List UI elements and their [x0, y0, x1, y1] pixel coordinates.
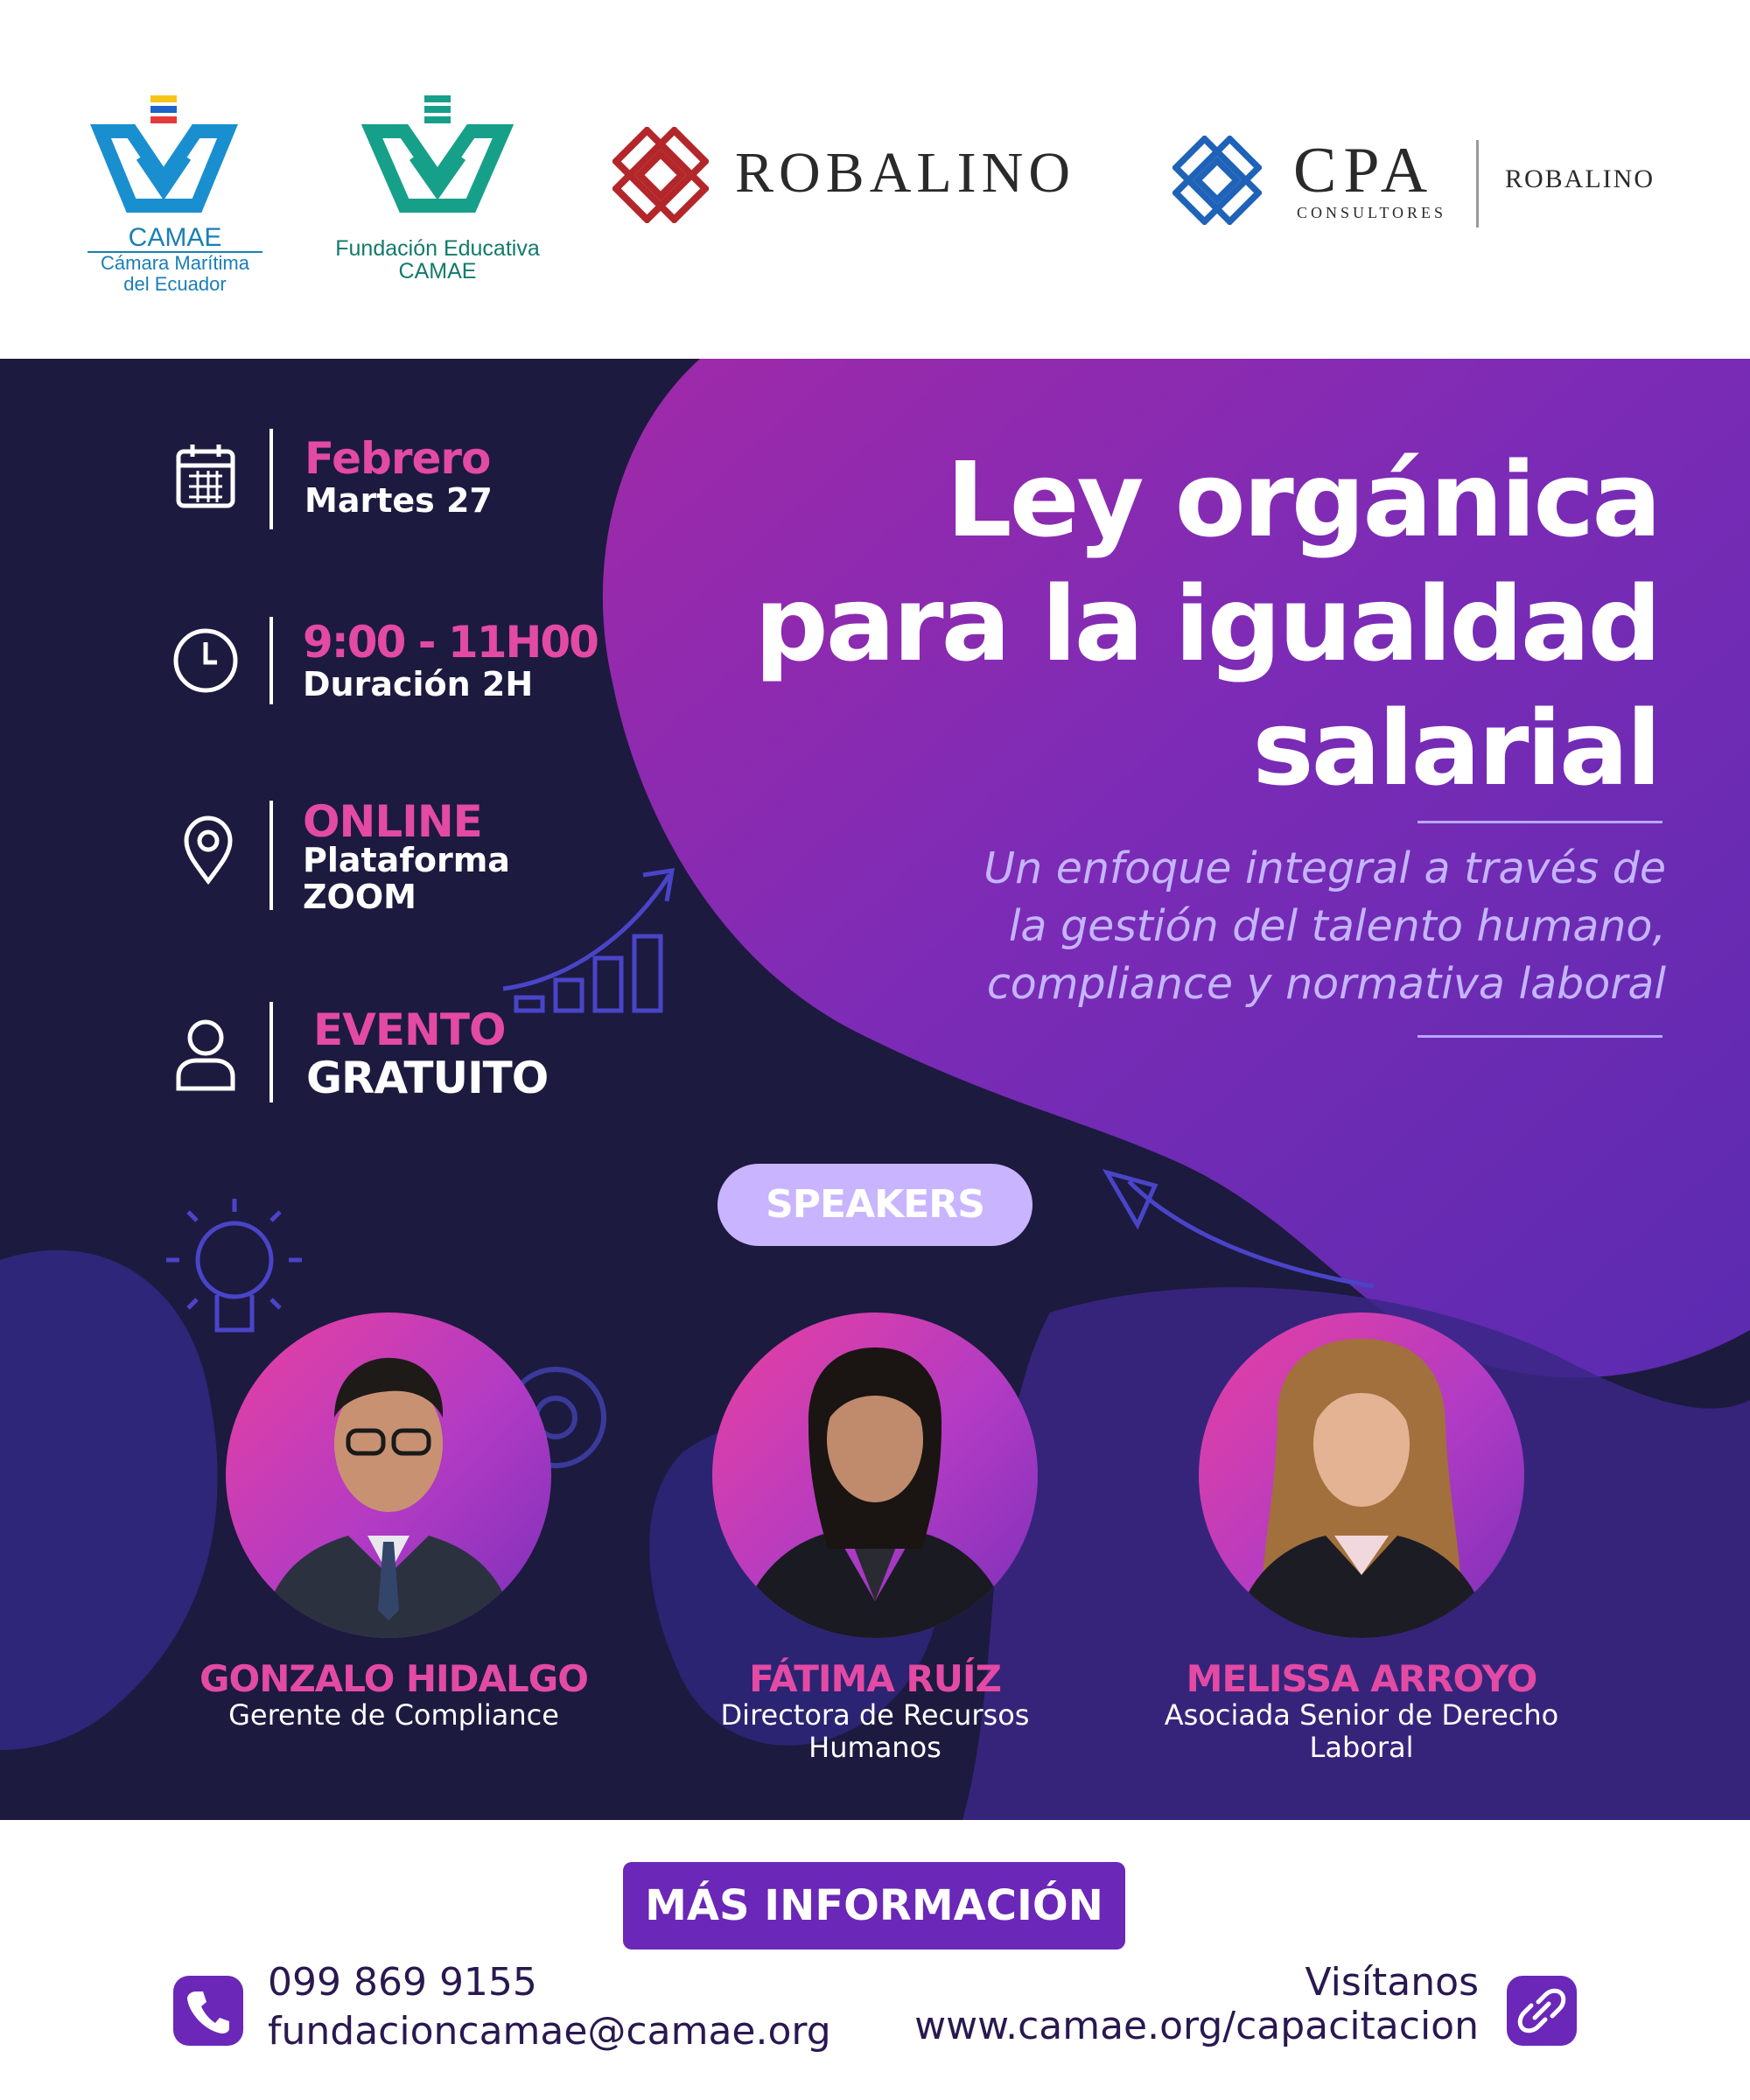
- event-date-day: Martes 27: [304, 481, 493, 520]
- speaker-portrait: [712, 1312, 1038, 1638]
- speaker-role: Humanos: [808, 1731, 942, 1764]
- event-date-month: Febrero: [304, 433, 491, 484]
- event-modality: ONLINE: [303, 796, 482, 847]
- visit-label: Visítanos: [1305, 1960, 1479, 2005]
- info-divider: [270, 801, 273, 910]
- event-subtitle-line: la gestión del talento humano,: [1008, 901, 1666, 951]
- user-icon: [166, 1015, 245, 1094]
- phone-icon: [173, 1976, 243, 2046]
- speaker-photo: [226, 1312, 551, 1638]
- speaker-role: Directora de Recursos: [720, 1698, 1030, 1732]
- event-time: 9:00 - 11H00: [303, 617, 598, 668]
- camae-logo: [88, 92, 262, 302]
- speakers-label: SPEAKERS: [718, 1164, 1032, 1246]
- speaker-name: FÁTIMA RUÍZ: [749, 1657, 1001, 1700]
- cpa-divider: [1476, 140, 1479, 228]
- website-link[interactable]: www.camae.org/capacitacion: [914, 2004, 1479, 2048]
- camae-line1: Cámara Marítima: [101, 252, 249, 274]
- event-platform-name: ZOOM: [303, 878, 416, 916]
- speaker-portrait: [226, 1312, 551, 1638]
- info-divider: [270, 429, 273, 529]
- cpa-logo: [1172, 136, 1680, 232]
- speaker-name: GONZALO HIDALGO: [200, 1657, 588, 1700]
- cpa-subtitle: CONSULTORES: [1297, 204, 1447, 221]
- event-free-value: GRATUITO: [306, 1053, 549, 1103]
- cpa-partner: ROBALINO: [1505, 164, 1655, 193]
- link-icon[interactable]: [1507, 1976, 1577, 2046]
- event-title-line: Ley orgánica: [946, 439, 1659, 560]
- event-duration: Duración 2H: [303, 665, 534, 704]
- event-subtitle-line: compliance y normativa laboral: [986, 959, 1666, 1009]
- contact-phone[interactable]: 099 869 9155: [268, 1960, 537, 2005]
- event-subtitle: [844, 840, 1666, 1013]
- event-platform: Plataforma: [303, 841, 510, 879]
- fundacion-line1: Fundación Educativa: [335, 236, 540, 261]
- contact-email[interactable]: fundacioncamae@camae.org: [268, 2009, 831, 2054]
- speaker-role: Laboral: [1309, 1731, 1414, 1764]
- robalino-wordmark: ROBALINO: [735, 141, 1075, 205]
- event-free-label: EVENTO: [313, 1004, 506, 1055]
- speaker-photo: [1199, 1312, 1524, 1638]
- cpa-knot-icon: [1172, 136, 1262, 225]
- speaker-role: Gerente de Compliance: [228, 1698, 559, 1732]
- robalino-knot-icon: [612, 127, 709, 223]
- calendar-icon: [168, 438, 247, 516]
- title-rule-top: [1418, 821, 1662, 823]
- speaker-role: Asociada Senior de Derecho: [1164, 1698, 1559, 1732]
- event-title-line: salarial: [1252, 688, 1659, 808]
- event-subtitle-line: Un enfoque integral a través de: [984, 844, 1666, 893]
- camae-acronym: CAMAE: [88, 225, 262, 253]
- event-title-line: para la igualdad: [754, 564, 1659, 684]
- camae-line2: del Ecuador: [123, 273, 227, 295]
- clock-icon: [166, 621, 245, 700]
- title-rule-bottom: [1418, 1035, 1662, 1038]
- camae-emblem-icon: [88, 92, 262, 223]
- location-pin-icon: [169, 809, 248, 888]
- info-divider: [270, 1002, 273, 1102]
- fundacion-logo: [332, 92, 542, 284]
- robalino-logo: [612, 127, 1102, 223]
- info-divider: [270, 617, 273, 704]
- fundacion-emblem-icon: [332, 92, 542, 223]
- speaker-photo: [712, 1312, 1038, 1638]
- speaker-name: MELISSA ARROYO: [1186, 1657, 1537, 1700]
- event-title: [696, 438, 1659, 810]
- more-info-button[interactable]: MÁS INFORMACIÓN: [623, 1862, 1125, 1950]
- fundacion-line2: CAMAE: [398, 259, 477, 284]
- cpa-wordmark: CPA: [1293, 135, 1435, 206]
- speaker-portrait: [1199, 1312, 1524, 1638]
